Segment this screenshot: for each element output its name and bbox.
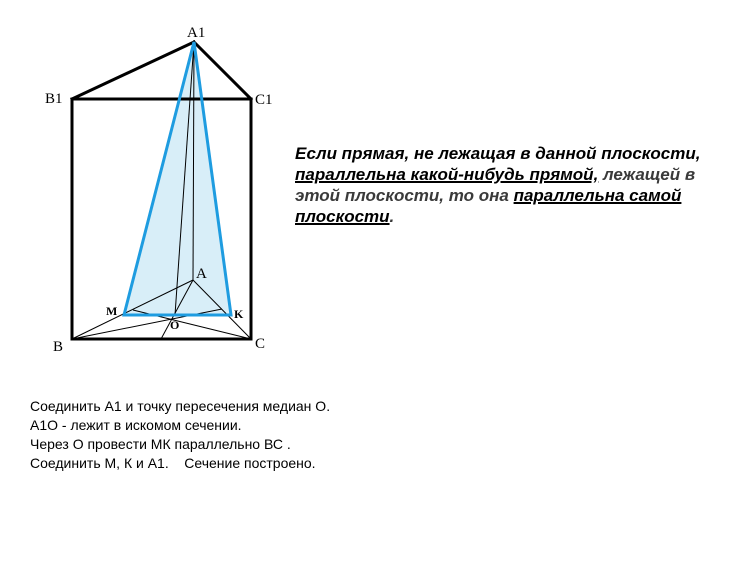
theorem-part-4: параллельна самой плоскости	[295, 186, 682, 226]
label-c1: C1	[255, 92, 273, 108]
label-a: A	[196, 266, 207, 282]
label-k: K	[234, 307, 244, 321]
label-a1: A1	[187, 25, 206, 41]
theorem-part-5: .	[389, 207, 395, 226]
edge-a1b1	[72, 42, 194, 99]
label-m: M	[106, 304, 118, 318]
theorem-part-2: параллельна какой-нибудь прямой,	[295, 165, 599, 184]
label-o: O	[170, 318, 180, 332]
edge-a1c1	[194, 42, 251, 99]
label-b1: B1	[45, 91, 63, 107]
step-line: Соединить А1 и точку пересечения медиан О.	[30, 398, 331, 414]
construction-steps	[30, 397, 450, 473]
label-b: B	[53, 339, 64, 355]
step-line: Соединить М, К и А1. Сечение построено.	[30, 455, 316, 471]
step-line: А1О - лежит в искомом сечении.	[30, 417, 242, 433]
theorem-part-3: лежащей в этой плоскости, то она	[295, 165, 696, 205]
theorem-part-1: Если прямая, не лежащая в данной плоскости,	[295, 144, 701, 163]
theorem-text	[295, 143, 715, 227]
label-c: C	[255, 336, 266, 352]
step-line: Через О провести МК параллельно ВС .	[30, 436, 291, 452]
